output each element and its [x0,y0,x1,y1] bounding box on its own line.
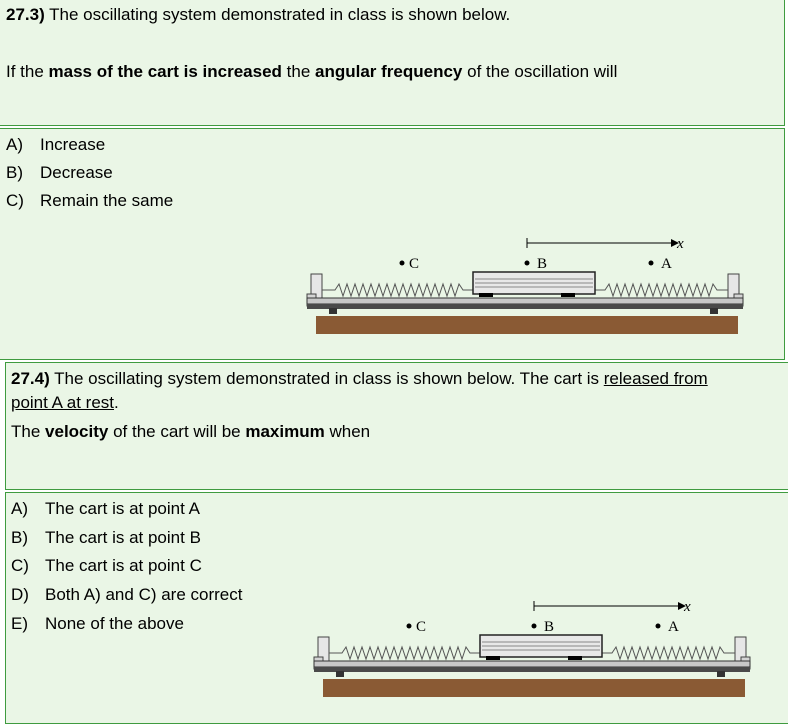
question-2-option-e[interactable] [11,613,184,635]
question-1-text-part: the [281,62,316,81]
question-1-number: 27.3) [6,5,45,24]
cart-wheel [568,656,582,660]
question-2-text-part: The [11,422,46,441]
option-letter: E) [11,614,28,633]
point-a-label: A [661,256,672,272]
question-1-intro: The oscillating system demonstrated in class is shown below. [44,5,511,24]
question-1-option-c[interactable] [6,190,173,212]
air-track-base [314,667,750,672]
question-2-intro-end: . [114,393,119,412]
option-text: Increase [40,135,106,154]
wooden-table [323,679,745,697]
question-1-text-part: If the [6,62,49,81]
question-1-option-b[interactable] [6,162,113,184]
option-letter: A) [11,499,28,518]
air-track-foot [329,308,337,314]
question-2-intro-underlined: point A at rest [11,393,115,412]
question-2-keyword-maximum: maximum [245,422,325,441]
point-c-dot [407,624,412,629]
option-text: The cart is at point B [45,528,201,547]
question-1-heading [6,4,510,26]
question-2-intro: The oscillating system demonstrated in class is shown below. The cart is [49,369,604,388]
point-b-dot [525,261,530,266]
air-track-foot [717,671,725,677]
cart-wheel [486,656,500,660]
point-b-label: B [537,256,548,272]
left-spring [329,647,480,659]
question-1-keyword-mass: mass of the cart is increased [48,62,282,81]
option-letter: A) [6,135,23,154]
point-c-dot [400,261,405,266]
question-2-option-a[interactable] [11,498,200,520]
question-2-text [11,421,370,443]
air-track [314,661,750,667]
option-text: The cart is at point A [45,499,200,518]
option-text: Decrease [40,163,113,182]
question-2-text-part: of the cart will be [108,422,246,441]
axis-x-label: x [684,599,691,615]
question-2-option-b[interactable] [11,527,201,549]
question-2-number: 27.4) [11,369,50,388]
wooden-table [316,316,738,334]
question-2-text-part: when [324,422,371,441]
axis-arrow [527,238,679,248]
axis-x-label: x [677,236,684,252]
right-spring [595,284,728,296]
question-2-option-d[interactable] [11,584,242,606]
cart-wheel [561,293,575,297]
question-1-text-part: of the oscillation will [462,62,618,81]
point-c-label: C [409,256,420,272]
oscillator-diagram-1 [305,232,745,342]
question-2-heading-line-2 [11,392,119,414]
left-spring [322,284,473,296]
question-2-heading [11,368,708,390]
option-text: None of the above [45,614,184,633]
question-1-keyword-frequency: angular frequency [315,62,463,81]
option-text: The cart is at point C [45,556,202,575]
question-2-option-c[interactable] [11,555,202,577]
point-b-label: B [544,619,555,635]
point-a-dot [656,624,661,629]
point-b-dot [532,624,537,629]
oscillator-diagram-2 [312,595,752,705]
air-track-foot [710,308,718,314]
option-letter: C) [6,191,24,210]
air-track-base [307,304,743,309]
question-1-text [6,61,617,83]
option-text: Remain the same [40,191,174,210]
right-spring [602,647,735,659]
air-track-foot [336,671,344,677]
option-text: Both A) and C) are correct [45,585,243,604]
point-a-label: A [668,619,679,635]
point-c-label: C [416,619,427,635]
option-letter: B) [6,163,23,182]
option-letter: B) [11,528,28,547]
question-2-intro-underlined: released from [603,369,708,388]
point-a-dot [649,261,654,266]
question-1-option-a[interactable] [6,134,105,156]
option-letter: D) [11,585,29,604]
question-2-keyword-velocity: velocity [45,422,109,441]
option-letter: C) [11,556,29,575]
axis-arrow [534,601,686,611]
air-track [307,298,743,304]
cart-wheel [479,293,493,297]
